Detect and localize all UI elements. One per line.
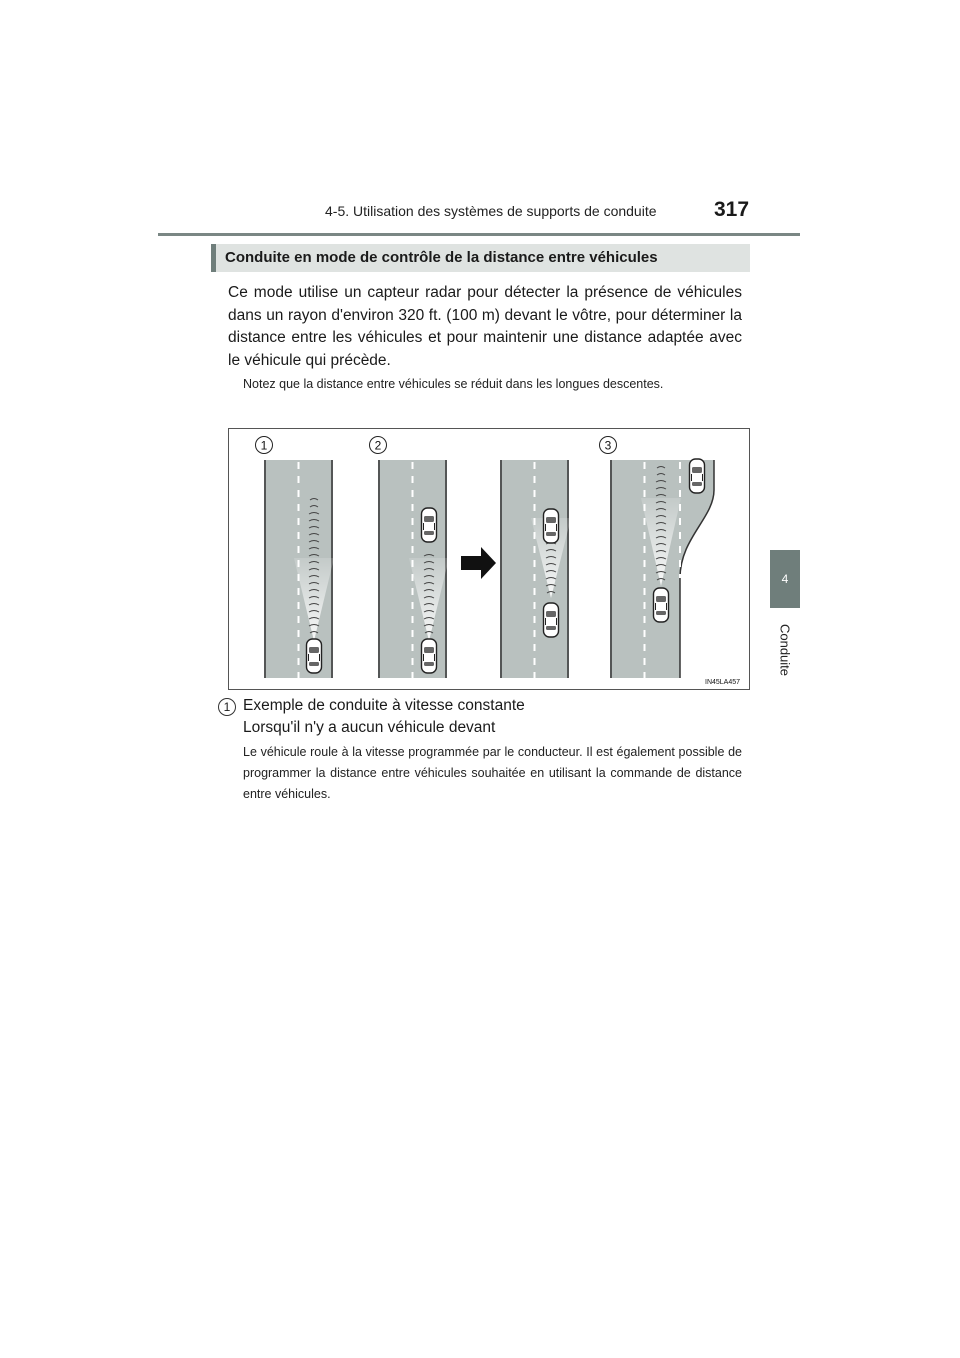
scene-2 [378,460,449,678]
item-title-line-1: Exemple de conduite à vitesse constante [243,697,525,714]
item-title [243,695,525,739]
section-heading [211,244,750,272]
chapter-number: 4 [781,572,789,586]
item-number-badge: 1 [218,698,236,716]
chapter-tab [770,550,800,608]
scene-label-3: 3 [604,438,612,453]
figure-code: IN45LA457 [705,679,741,686]
header-section-title: 4-5. Utilisation des systèmes de supports de conduite [325,203,657,219]
note-paragraph: Notez que la distance entre véhicules se réduit dans les longues descentes. [243,377,664,391]
scene-1 [264,460,334,678]
scene-3a [500,460,571,678]
scene-label-2: 2 [374,438,382,453]
item-body: Le véhicule roule à la vitesse programmée par le conducteur. Il est également possible de programmer la distance entre véhicules souhaitée en utilisant la commande de distance entre véhicules. [243,745,742,801]
header-divider [158,233,800,236]
section-accent [211,244,216,272]
item-title-line-2: Lorsqu'il n'y a aucun véhicule devant [243,719,496,736]
chapter-label [770,618,800,682]
chapter-label-text: Conduite [777,623,793,677]
page-number: 317 [714,198,750,221]
intro-paragraph: Ce mode utilise un capteur radar pour détecter la présence de véhicules dans un rayon d'environ 320 ft. (100 m) devant le vôtre, pour déterminer la distance entre les véhicules et pour maintenir une distance adaptée avec le véhicule qui précède. [228,284,742,369]
illustration [228,428,750,690]
section-title: Conduite en mode de contrôle de la distance entre véhicules [225,249,658,266]
scene-label-1: 1 [260,438,268,453]
